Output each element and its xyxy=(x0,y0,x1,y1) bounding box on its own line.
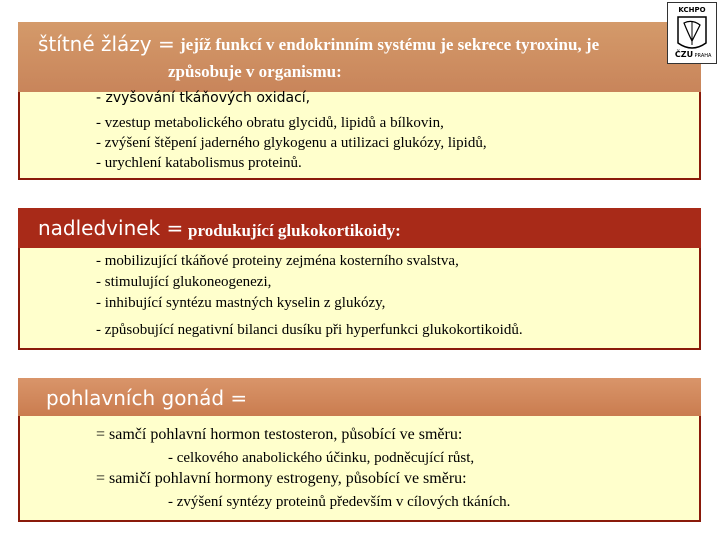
university-logo xyxy=(667,2,717,64)
thyroid-item-4: - urychlení katabolismus proteinů. xyxy=(96,155,302,171)
thyroid-title-main: štítné žlázy = xyxy=(38,32,175,56)
gonads-line-2: - celkového anabolického účinku, podněcující růst, xyxy=(168,450,475,466)
adrenal-item-3: - inhibující syntézu mastných kyselin z glukózy, xyxy=(96,295,386,311)
gonads-line-1: = samčí pohlavní hormon testosteron, působící ve směru: xyxy=(96,426,463,443)
logo-emblem-icon xyxy=(668,3,716,63)
thyroid-item-3: - zvýšení štěpení jaderného glykogenu a utilizaci glukózy, lipidů, xyxy=(96,135,487,151)
logo-city-text: PRAHA xyxy=(694,53,712,59)
gonads-title: pohlavních gonád = xyxy=(46,386,248,410)
adrenal-title-rest: produkující glukokortikoidy: xyxy=(188,221,401,240)
adrenal-item-2: - stimulující glukoneogenezi, xyxy=(96,274,272,290)
adrenal-item-1: - mobilizující tkáňové proteiny zejména kosterního svalstva, xyxy=(96,253,459,269)
logo-top-text: KCHPO xyxy=(678,6,706,14)
gonads-line-3: = samičí pohlavní hormony estrogeny, působící ve směru: xyxy=(96,470,467,487)
thyroid-item-2: - vzestup metabolického obratu glycidů, lipidů a bílkovin, xyxy=(96,115,444,131)
adrenal-item-4: - způsobující negativní bilanci dusíku při hyperfunkci glukokortikoidů. xyxy=(96,322,523,338)
gonads-line-4: - zvýšení syntézy proteinů především v cílových tkáních. xyxy=(168,494,511,510)
thyroid-title-rest: jejíž funkcí v endokrinním systému je sekrece tyroxinu, je xyxy=(180,35,600,54)
adrenal-title-main: nadledvinek = xyxy=(38,216,184,240)
thyroid-item-1: - zvyšování tkáňových oxidací, xyxy=(96,90,311,106)
thyroid-title-line2: způsobuje v organismu: xyxy=(168,62,342,81)
logo-bottom-text: ČZU xyxy=(674,50,694,59)
